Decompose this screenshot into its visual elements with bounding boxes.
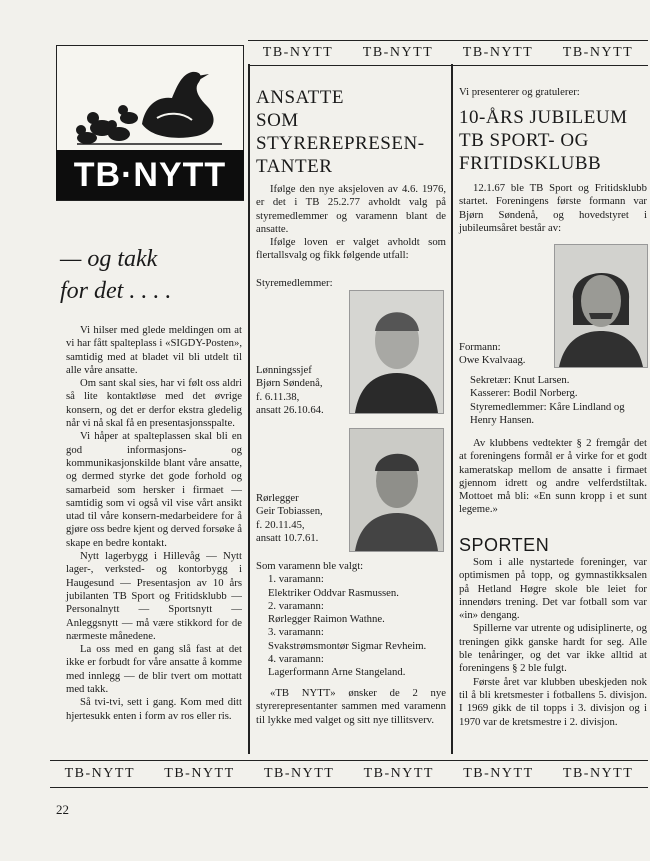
caption-line: f. 6.11.38, [256,390,300,403]
portrait-photo [554,244,648,368]
board-list [470,374,648,427]
band-label: TB-NYTT [362,45,434,60]
headline-line: 10-ÅRS JUBILEUM [459,107,628,128]
band-label: TB-NYTT [363,766,434,781]
portrait-photo [349,290,444,414]
header-band [248,40,648,66]
deputy-line: 2. varamann: [268,599,324,612]
headline-line: ANSATTE [256,87,344,108]
band-label: TB-NYTT [263,766,335,781]
person-caption [256,492,323,545]
caption-line: Bjørn Søndenå, [256,377,323,390]
band-label: TB-NYTT [562,766,634,781]
kicker: Vi presenterer og gratulerer: [459,86,580,98]
section-heading: SPORTEN [459,535,550,555]
deputy-line: Lagerformann Arne Stangeland. [268,666,406,679]
sports-article [459,556,647,729]
band-label: TB-NYTT [262,45,334,60]
paragraph: Spillerne var utrente og udisiplinerte, og treningen gikk ganske hardt for seg. Alle ble tenåringer, og det var ikke alltid at foreningens § 2 ble fulgt. [459,622,647,675]
band-label: TB-NYTT [463,766,534,781]
paragraph: Første året var klubben ubeskjeden nok til å bli kretsmester i fotballens 5. divisjon. I 1969 gikk de til topps i 3. divisjon og i 1970 var de kretsmestre i 2. divisjon. [459,675,647,728]
paragraph: Om sant skal sies, har vi følt oss aldri så lite kontaktløse med det øvrige konsern, og det er derfor ekstra gledelig når vi nå skal få en presentasjonsspalte. [66,377,242,430]
deputy-line: Rørlegger Raimon Wathne. [268,613,385,626]
portrait-icon [350,291,443,413]
portrait-photo [349,428,444,552]
deputies-list [256,560,448,680]
band-label: TB-NYTT [64,766,136,781]
paragraph: Ifølge loven er valget avholdt som flertallsvalg og fikk følgende utfall: [256,236,446,262]
paragraph: Vi hilser med glede meldingen om at vi har fått spalteplass i «SIGDY-Posten», samtidig med at bladet vil bli utdelt til alle våre ansatte. [66,324,242,376]
footer-band [50,760,648,788]
headline-line: SOM [256,110,299,131]
page-number: 22 [56,802,69,817]
caption-line: f. 20.11.45, [256,518,305,531]
chair-label: Formann: [459,341,501,353]
article-headline [256,86,446,178]
headline-line: TANTER [256,156,333,177]
paragraph: «TB NYTT» ønsker de 2 nye styrerepresentanter sammen med varamenn til lykke med valget og sitt nye tillitsverv. [256,687,446,726]
person-caption [256,364,324,417]
paragraph: Nytt lagerbygg i Hillevåg — Nytt lager-, verksted- og kontorbygg i Haugesund — Presentasjon av 10 års jubilanten TB Sport og Fritidsklubb — Personalnytt — Sportsnytt — Anleggsnytt — må være stikkord for de nærmeste månedene. [66,550,242,642]
club-intro [459,182,647,235]
title-line: — og takk [60,246,158,272]
board-article [256,183,446,263]
deputy-line: Svakstrømsmontør Sigmar Revheim. [268,639,427,652]
caption-line: ansatt 26.10.64. [256,403,324,416]
column-divider [248,64,250,754]
board-line: Kasserer: Bodil Norberg. [470,387,578,400]
deputies-label: Som varamenn ble valgt: [256,560,364,572]
page-title [60,243,240,307]
band-label: TB-NYTT [462,45,534,60]
board-line: Sekretær: Knut Larsen. [470,374,570,386]
column-divider [451,64,453,754]
band-label: TB-NYTT [562,45,634,60]
caption-line: Geir Tobiassen, [256,505,323,518]
deputy-line: Elektriker Oddvar Rasmussen. [268,586,399,599]
board-line: Henry Hansen. [470,413,535,426]
duck-family-icon [57,46,243,150]
chair-name: Owe Kvalvaag. [459,354,526,367]
paragraph: Ifølge den nye aksjeloven av 4.6. 1976, er det i TB 25.2.77 avholdt valg på styremedlemmer og varamenn blant de ansatte. [256,183,446,235]
paragraph: Så tvi-tvi, sett i gang. Kom med ditt hjertesukk enten i form av ros eller ris. [66,696,242,722]
caption-line: Lønningssjef [256,364,312,376]
portrait-icon [350,429,443,551]
headline-line: FRITIDSKLUBB [459,153,602,174]
paragraph: 12.1.67 ble TB Sport og Fritidsklubb startet. Foreningens første formann var Bjørn Søndenå, og hovedstyret i jubileumsåret består av: [459,182,647,234]
bylaws-paragraph [459,437,647,517]
closing-paragraph [256,687,446,727]
headline-line: TB SPORT- OG [459,130,589,151]
portrait-icon [555,245,647,367]
club-headline [459,106,647,175]
chair-caption [459,341,525,368]
deputy-line: 1. varamann: [268,573,324,586]
board-members-label: Styremedlemmer: [256,277,333,289]
deputy-line: 4. varamann: [268,653,324,666]
board-line: Styremedlemmer: Kåre Lindland og [470,400,625,413]
paragraph: La oss med en gang slå fast at det ikke er forbudt for våre ansatte å komme med innlegg — de blir tvert om mottatt med takk. [66,643,242,696]
deputy-line: 3. varamann: [268,626,324,639]
paragraph: Som i alle nystartede foreninger, var optimismen på topp, og gymnastikksalen på Hetland Høgre skole ble leiet for innendørs trening. Det var fotball som var «in» dengang. [459,556,647,622]
logo-title: TB·NYTT [56,150,244,200]
band-label: TB-NYTT [164,766,235,781]
caption-line: ansatt 10.7.61. [256,531,319,544]
paragraph: Av klubbens vedtekter § 2 fremgår det at foreningens formål er å virke for et godt kameratskap mellom de ansatte i firmaet gjennom idrett og andre velferdstiltak. Mottoet må bli: «En sunn kropp i et sunt legeme.» [459,437,647,516]
paragraph: Vi håper at spalteplassen skal bli en god informasjons- og kommunikasjonskilde blant våre ansatte, og dermed styrke det gode forhold og samarbeid som hersker i firmaet — samtidig som vi også vil vise vårt ansikt utad til våre konsern-medarbeidere for å gjøre oss bedre kjent og derved forsøke å skape en bedre kontakt. [66,430,242,549]
caption-line: Rørlegger [256,492,299,504]
intro-article [66,324,242,723]
title-line: for det . . . . [60,278,172,304]
headline-line: STYREREPRESEN- [256,133,425,154]
